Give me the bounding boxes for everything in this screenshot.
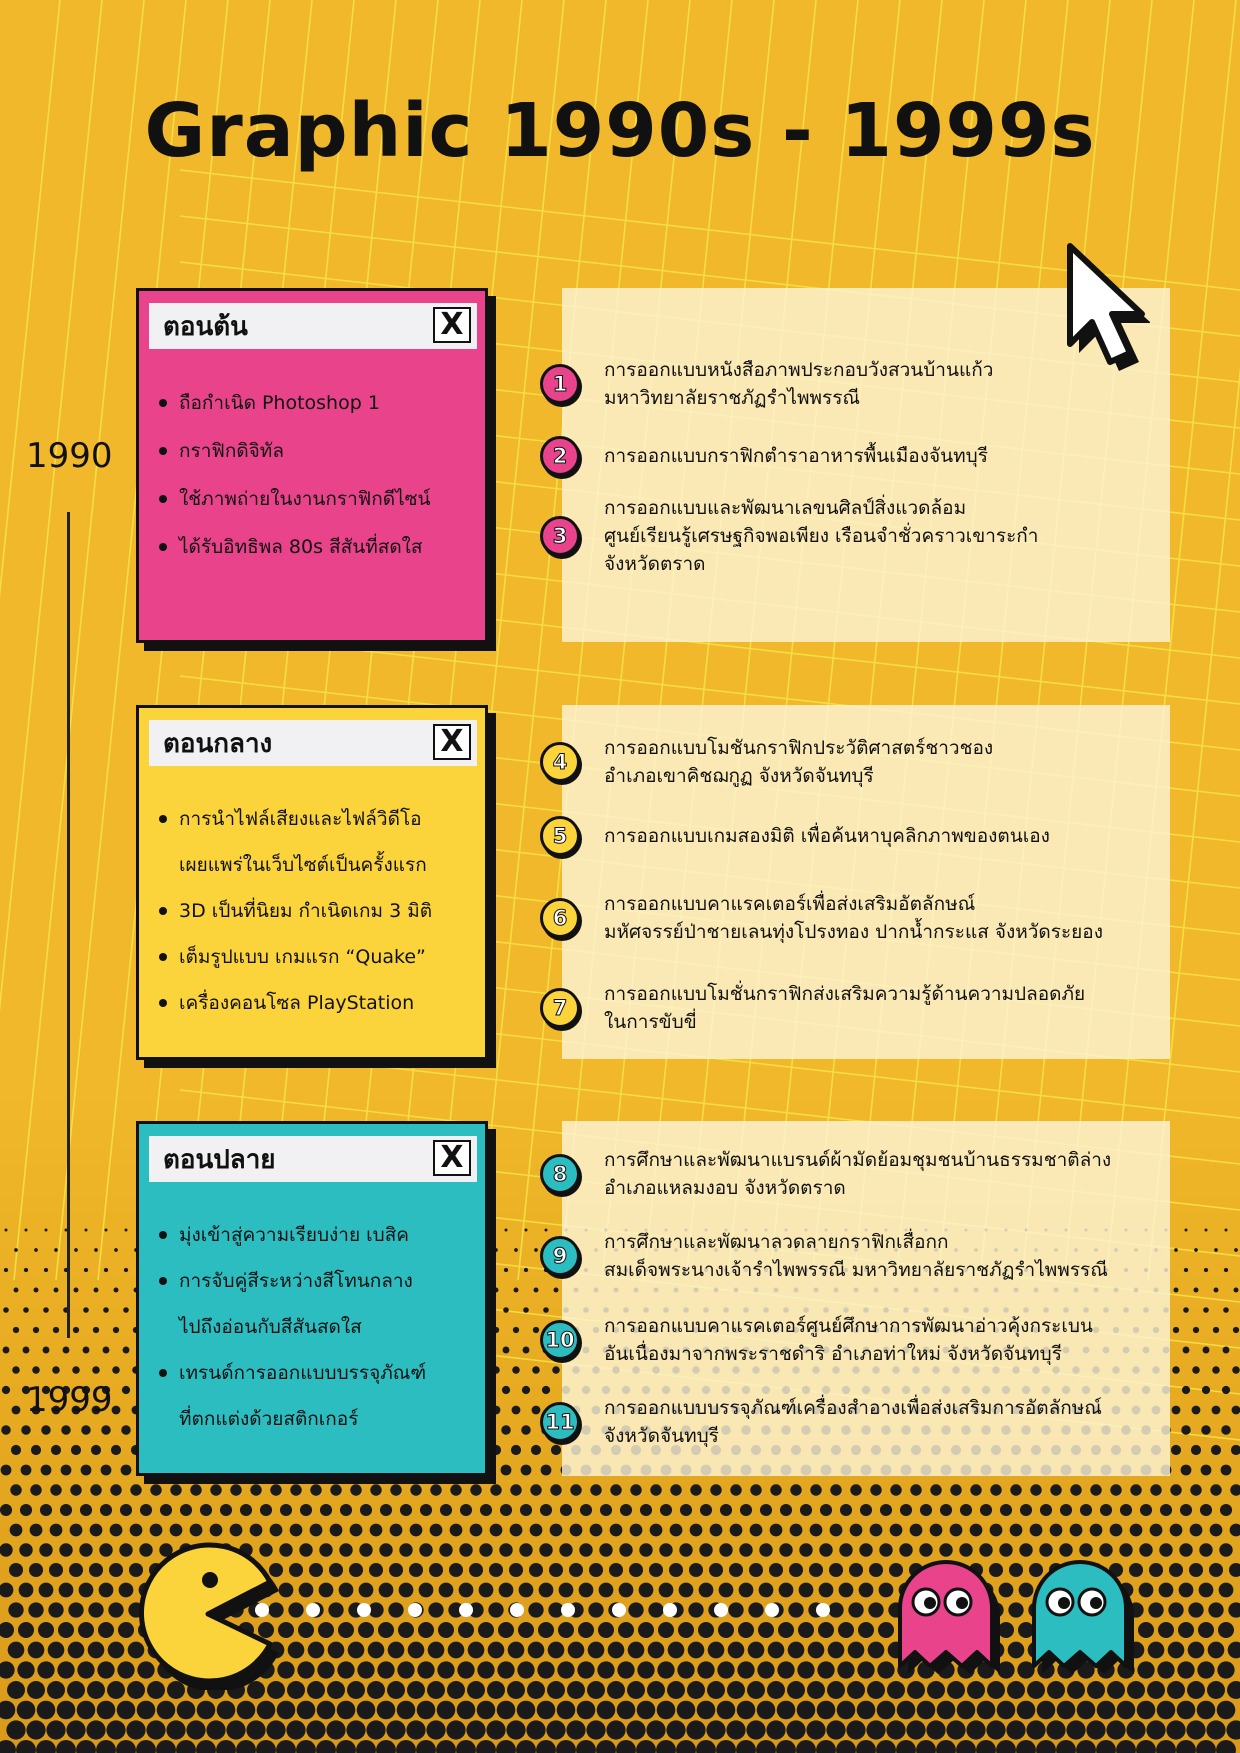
window-title: ตอนต้น	[163, 311, 248, 342]
pellet-icon	[561, 1603, 575, 1617]
pellet-icon	[255, 1603, 269, 1617]
project-line: ศูนย์เรียนรู้เศรษฐกิจพอเพียง เรือนจำชั่วคราวเขาระกำ	[604, 525, 1039, 547]
project-line: การออกแบบโมชั่นกราฟิกส่งเสริมความรู้ด้านความปลอดภัย	[604, 983, 1086, 1005]
project-line: การศึกษาและพัฒนาแบรนด์ผ้ามัดย้อมชุมชนบ้านธรรมชาติล่าง	[604, 1149, 1112, 1171]
bullet-list	[157, 1212, 479, 1442]
bullet-line: การนำไฟล์เสียงและไฟล์วิดีโอ	[179, 808, 422, 830]
number-badge: 1	[540, 364, 580, 404]
project-item	[540, 1146, 1184, 1202]
number-badge: 11	[540, 1402, 580, 1442]
project-line: การออกแบบเกมสองมิติ เพื่อค้นหาบุคลิกภาพของตนเอง	[604, 825, 1050, 847]
page-title: Graphic 1990s - 1999s	[144, 88, 1096, 174]
bullet-item: 3D เป็นที่นิยม กำเนิดเกม 3 มิติ	[157, 888, 479, 934]
pellet-icon	[408, 1603, 422, 1617]
pellet-icon	[459, 1603, 473, 1617]
mouse-pointer-icon	[1060, 240, 1150, 380]
pellet-icon	[765, 1603, 779, 1617]
bullet-line: เทรนด์การออกแบบบรรจุภัณฑ์	[179, 1362, 427, 1384]
pellet-icon	[306, 1603, 320, 1617]
window-early	[136, 288, 488, 643]
number-badge: 4	[540, 742, 580, 782]
bullet-line: การจับคู่สีระหว่างสีโทนกลาง	[179, 1270, 413, 1292]
window-title: ตอนกลาง	[163, 728, 273, 759]
year-end: 1999	[26, 1380, 113, 1420]
close-icon[interactable]: X	[433, 724, 471, 760]
project-text	[604, 1228, 1184, 1284]
project-line: การออกแบบกราฟิกตำราอาหารพื้นเมืองจันทบุรี	[604, 445, 988, 467]
pellet-icon	[663, 1603, 677, 1617]
project-line: ในการขับขี่	[604, 1011, 697, 1033]
year-start: 1990	[26, 436, 113, 476]
close-icon[interactable]: X	[433, 307, 471, 343]
project-line: จังหวัดจันทบุรี	[604, 1425, 719, 1447]
project-text	[604, 1146, 1184, 1202]
bullet-item: ได้รับอิทธิพล 80s สีสันที่สดใส	[157, 523, 479, 571]
project-line: อันเนื่องมาจากพระราชดำริ อำเภอท่าใหม่ จังหวัดจันทบุรี	[604, 1343, 1062, 1365]
project-line: การศึกษาและพัฒนาลวดลายกราฟิกเสื่อกก	[604, 1231, 949, 1253]
project-text	[604, 1394, 1184, 1450]
project-line: การออกแบบโมชันกราฟิกประวัติศาสตร์ชาวชอง	[604, 737, 994, 759]
timeline-line	[67, 512, 70, 1338]
bullet-item: กราฟิกดิจิทัล	[157, 427, 479, 475]
bullet-item	[157, 1258, 479, 1350]
pellet-icon	[714, 1603, 728, 1617]
project-line: อำเภอแหลมงอบ จังหวัดตราด	[604, 1177, 846, 1199]
project-text	[604, 890, 1184, 946]
window-titlebar	[149, 303, 477, 349]
project-line: การออกแบบบรรจุภัณฑ์เครื่องสำอางเพื่อส่งเสริมการอัตลักษณ์	[604, 1397, 1102, 1419]
pellet-icon	[612, 1603, 626, 1617]
number-badge: 10	[540, 1320, 580, 1360]
number-badge: 5	[540, 816, 580, 856]
bullet-line: ที่ตกแต่งด้วยสติกเกอร์	[179, 1408, 359, 1430]
bullet-item: ใช้ภาพถ่ายในงานกราฟิกดีไซน์	[157, 475, 479, 523]
bullet-line: เผยแพร่ในเว็บไซต์เป็นครั้งแรก	[179, 854, 427, 876]
project-item	[540, 1228, 1184, 1284]
project-line: การออกแบบและพัฒนาเลขนศิลป์สิ่งแวดล้อม	[604, 497, 967, 519]
project-text	[604, 734, 1184, 790]
project-text	[604, 822, 1184, 850]
project-item	[540, 1394, 1184, 1450]
bullet-list	[157, 796, 479, 1026]
number-badge: 9	[540, 1236, 580, 1276]
close-icon[interactable]: X	[433, 1140, 471, 1176]
pellet-icon	[816, 1603, 830, 1617]
project-item	[540, 980, 1184, 1036]
project-item	[540, 816, 1184, 856]
project-line: มหัศจรรย์ป่าชายเลนทุ่งโปรงทอง ปากน้ำกระแส จังหวัดระยอง	[604, 921, 1104, 943]
project-text	[604, 442, 1184, 470]
window-late	[136, 1121, 488, 1476]
project-line: การออกแบบคาแรคเตอร์ศูนย์ศึกษาการพัฒนาอ่าวคุ้งกระเบน	[604, 1315, 1093, 1337]
number-badge: 2	[540, 436, 580, 476]
project-text	[604, 1312, 1184, 1368]
bullet-item: ถือกำเนิด Photoshop 1	[157, 379, 479, 427]
window-titlebar	[149, 1136, 477, 1182]
pellet-icon	[357, 1603, 371, 1617]
window-title: ตอนปลาย	[163, 1144, 276, 1175]
project-line: มหาวิทยาลัยราชภัฏรำไพพรรณี	[604, 387, 861, 409]
pellet-icon	[510, 1603, 524, 1617]
project-line: จังหวัดตราด	[604, 553, 706, 575]
number-badge: 8	[540, 1154, 580, 1194]
project-text	[604, 980, 1184, 1036]
number-badge: 6	[540, 898, 580, 938]
project-item	[540, 890, 1184, 946]
project-item	[540, 494, 1184, 578]
bullet-item	[157, 796, 479, 888]
bullet-item: มุ่งเข้าสู่ความเรียบง่าย เบสิค	[157, 1212, 479, 1258]
pink-ghost-icon	[896, 1556, 1000, 1676]
bullet-item: เครื่องคอนโซล PlayStation	[157, 980, 479, 1026]
number-badge: 7	[540, 988, 580, 1028]
window-middle	[136, 705, 488, 1060]
project-item	[540, 734, 1184, 790]
project-line: การออกแบบหนังสือภาพประกอบวังสวนบ้านแก้ว	[604, 359, 994, 381]
bullet-list	[157, 379, 479, 571]
teal-ghost-icon	[1030, 1556, 1134, 1676]
bullet-item	[157, 1350, 479, 1442]
number-badge: 3	[540, 516, 580, 556]
project-line: การออกแบบคาแรคเตอร์เพื่อส่งเสริมอัตลักษณ์	[604, 893, 976, 915]
window-titlebar	[149, 720, 477, 766]
project-line: อำเภอเขาคิชฌกูฏ จังหวัดจันทบุรี	[604, 765, 874, 787]
project-text	[604, 494, 1184, 578]
project-item	[540, 1312, 1184, 1368]
bullet-line: ไปถึงอ่อนกับสีสันสดใส	[179, 1316, 362, 1338]
bullet-item: เต็มรูปแบบ เกมแรก “Quake”	[157, 934, 479, 980]
project-line: สมเด็จพระนางเจ้ารำไพพรรณี มหาวิทยาลัยราชภัฏรำไพพรรณี	[604, 1259, 1108, 1281]
project-item	[540, 436, 1184, 476]
